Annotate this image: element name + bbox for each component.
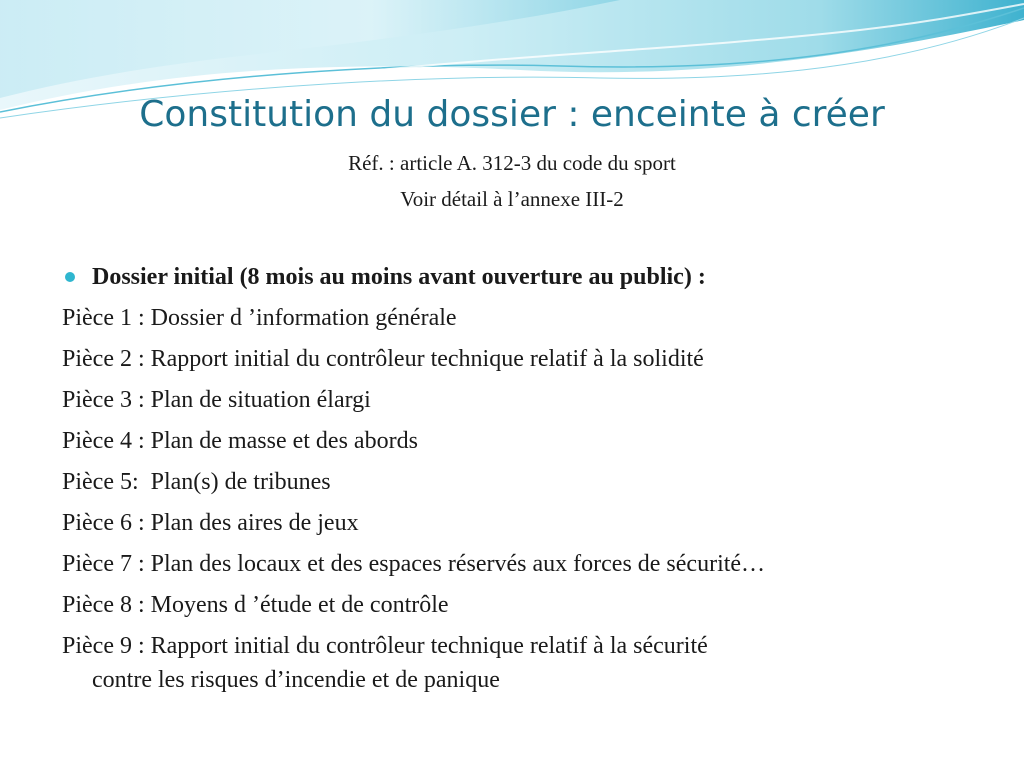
list-item: Pièce 7 : Plan des locaux et des espaces réservés aux forces de sécurité… bbox=[62, 551, 766, 577]
subtitle-annex: Voir détail à l’annexe III-2 bbox=[400, 187, 624, 211]
list-item: Pièce 5: Plan(s) de tribunes bbox=[62, 469, 331, 495]
list-item: Pièce 6 : Plan des aires de jeux bbox=[62, 510, 359, 536]
list-item: Pièce 1 : Dossier d ’information générale bbox=[62, 305, 457, 331]
list-item: Pièce 4 : Plan de masse et des abords bbox=[62, 428, 418, 454]
bullet-heading: Dossier initial (8 mois au moins avant ouverture au public) : bbox=[92, 264, 706, 290]
bullet-dot-icon bbox=[65, 272, 75, 282]
list-item: Pièce 3 : Plan de situation élargi bbox=[62, 387, 371, 413]
subtitle-reference: Réf. : article A. 312-3 du code du sport bbox=[348, 151, 676, 175]
slide-title: Constitution du dossier : enceinte à créer bbox=[139, 94, 885, 135]
list-item-continuation: contre les risques d’incendie et de panique bbox=[92, 667, 500, 693]
list-item: Pièce 8 : Moyens d ’étude et de contrôle bbox=[62, 592, 449, 618]
slide-body bbox=[62, 257, 992, 697]
bullet-item bbox=[62, 257, 992, 298]
list-item: Pièce 2 : Rapport initial du contrôleur technique relatif à la solidité bbox=[62, 346, 704, 372]
list-item-wrapped bbox=[62, 626, 992, 697]
list-item-line: Pièce 9 : Rapport initial du contrôleur technique relatif à la sécurité bbox=[62, 633, 708, 659]
